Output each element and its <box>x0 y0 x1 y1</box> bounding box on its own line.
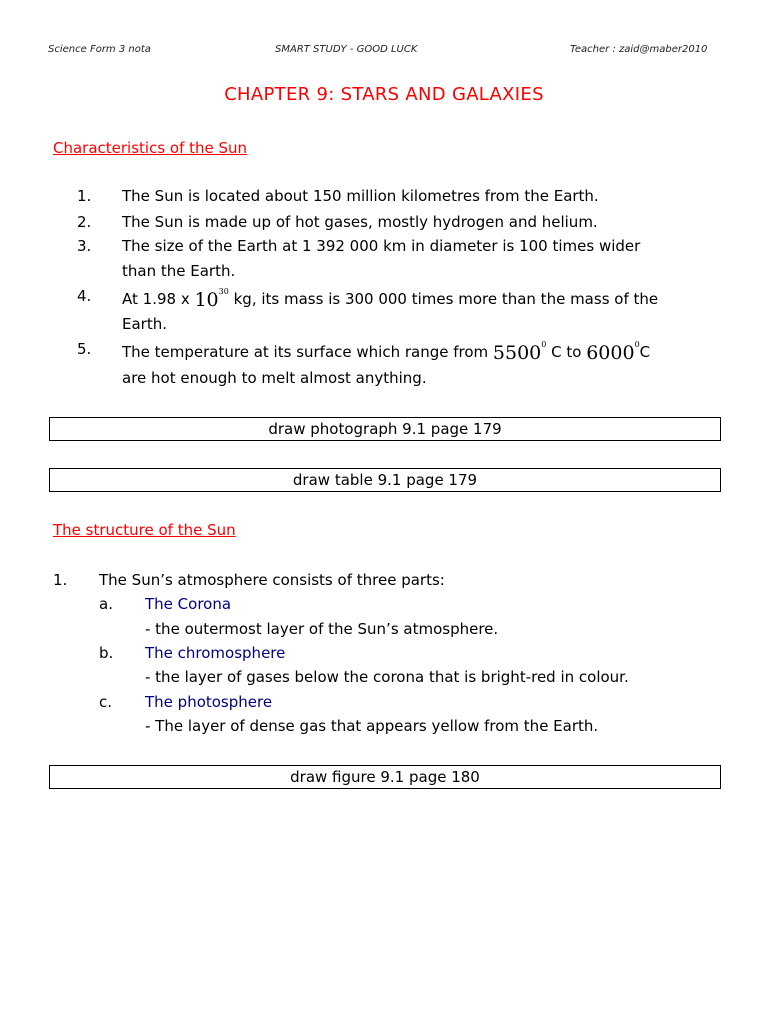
list-item-number: 1. <box>77 187 92 205</box>
degree-mark: 0 <box>634 340 640 349</box>
text-fragment: C to <box>546 343 587 361</box>
part-name-corona: The Corona <box>145 595 232 613</box>
list-item-number: 5. <box>77 340 92 358</box>
list-item-text: The Sun is located about 150 million kilometres from the Earth. <box>122 187 599 205</box>
part-description: - The layer of dense gas that appears yellow from the Earth. <box>145 717 599 735</box>
text-fragment: C <box>639 343 651 361</box>
list-item-continuation: Earth. <box>122 315 167 333</box>
list-item-continuation: than the Earth. <box>122 262 236 280</box>
list-item-continuation: are hot enough to melt almost anything. <box>122 369 427 387</box>
power-exponent: 30 <box>218 287 229 296</box>
part-name-photosphere: The photosphere <box>145 693 273 711</box>
temperature-low: 5500 <box>492 342 542 364</box>
list-item-number: 4. <box>77 287 92 305</box>
header-middle-text: SMART STUDY - GOOD LUCK <box>275 44 418 55</box>
draw-photograph-box: draw photograph 9.1 page 179 <box>49 417 721 441</box>
draw-figure-box: draw figure 9.1 page 180 <box>49 765 721 789</box>
list-item-text-mass <box>122 287 658 309</box>
temperature-high: 6000 <box>586 342 635 364</box>
section-heading-structure: The structure of the Sun <box>53 521 236 539</box>
text-fragment: kg, its mass is 300 000 times more than the mass of the <box>228 290 659 308</box>
list-item-text: The Sun’s atmosphere consists of three parts: <box>99 571 445 589</box>
part-letter: b. <box>99 644 114 662</box>
part-description: - the layer of gases below the corona that is bright-red in colour. <box>145 668 629 686</box>
text-fragment: The temperature at its surface which range from <box>122 343 493 361</box>
list-item-number: 1. <box>53 571 68 589</box>
part-description: - the outermost layer of the Sun’s atmosphere. <box>145 620 499 638</box>
part-name-chromosphere: The chromosphere <box>145 644 286 662</box>
header-right-text: Teacher : zaid@maber2010 <box>570 44 708 55</box>
part-letter: c. <box>99 693 113 711</box>
draw-table-box: draw table 9.1 page 179 <box>49 468 721 492</box>
part-letter: a. <box>99 595 113 613</box>
list-item-text-temperature <box>122 340 650 362</box>
text-fragment: At 1.98 x <box>122 290 195 308</box>
page-title: CHAPTER 9: STARS AND GALAXIES <box>224 84 544 105</box>
list-item-text: The size of the Earth at 1 392 000 km in diameter is 100 times wider <box>122 237 641 255</box>
header-left-text: Science Form 3 nota <box>48 44 151 55</box>
degree-mark: 0 <box>541 340 547 349</box>
list-item-number: 2. <box>77 213 92 231</box>
list-item-text: The Sun is made up of hot gases, mostly hydrogen and helium. <box>122 213 598 231</box>
power-base: 10 <box>194 289 219 311</box>
section-heading-characteristics: Characteristics of the Sun <box>53 139 248 157</box>
list-item-number: 3. <box>77 237 92 255</box>
